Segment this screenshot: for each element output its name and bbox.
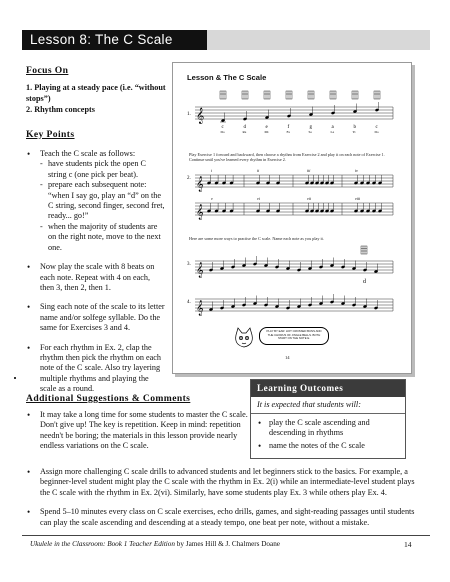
suggestion-item: • Assign more challenging C scale drills to advanced students and let beginners stick to the basics. For example, a beginner-level student might play the C scale with the rhythm in Ex. 2(i) while an intermediate-level student plays the C scale with the rhythm in Ex. 2(vi). Similarly, have some students play Ex. 3 while others play Ex. 4.	[26, 467, 416, 498]
focus-heading-text: Focus On	[26, 65, 69, 76]
left-column	[26, 66, 166, 404]
exercise-3-note	[242, 258, 246, 268]
scale-note	[353, 104, 357, 114]
rhythm-note	[214, 175, 218, 185]
chord-diagram-icon	[308, 91, 314, 99]
exercise-number: 2.	[187, 176, 191, 181]
exercise-3-note	[286, 261, 290, 271]
book-title: Ukulele in the Classroom: Book 1 Teacher Edition	[30, 540, 175, 548]
rhythm-note	[325, 203, 329, 213]
treble-clef-icon: 𝄞	[196, 263, 204, 278]
rhythm-note	[305, 203, 309, 213]
workbook-page-number: 14	[285, 355, 290, 360]
rhythm-label: vi	[257, 196, 260, 201]
rhythm-note	[256, 203, 260, 213]
rhythm-note	[378, 203, 382, 213]
rhythm-note	[229, 175, 233, 185]
exercise-4-note	[297, 299, 301, 309]
rhythm-note	[320, 203, 324, 213]
rhythm-note	[360, 203, 364, 213]
exercise-3-4-notes	[209, 256, 378, 311]
solfege-label: Re	[242, 130, 247, 134]
stray-mark	[14, 377, 16, 379]
rhythm-note	[330, 175, 334, 185]
key-point-intro: Teach the C scale as follows:	[40, 149, 136, 159]
key-point: • Now play the scale with 8 beats on each note. Repeat with 4 on each, then 3, then 2, then 1.	[26, 262, 166, 293]
rhythm-note	[256, 175, 260, 185]
rhythm-label: i	[211, 168, 213, 173]
rhythm-note	[372, 175, 376, 185]
book-authors: by James Hill & J. Chalmers Doane	[175, 540, 281, 548]
scale-note	[309, 107, 313, 117]
key-point	[26, 149, 166, 253]
rhythm-note	[207, 203, 211, 213]
footer-citation	[30, 540, 280, 548]
lesson-banner	[22, 30, 430, 50]
rhythm-note	[276, 203, 280, 213]
focus-heading	[26, 66, 166, 76]
key-points-heading	[26, 130, 166, 140]
chord-diagram-icon	[242, 91, 248, 99]
solfege-label: Ti	[352, 130, 356, 134]
teaching-steps	[40, 159, 166, 253]
exercise-number: 1.	[187, 112, 191, 117]
additional-first	[26, 410, 256, 452]
rhythm-label: viii	[355, 196, 361, 201]
rhythm-note	[315, 203, 319, 213]
note-name-label: c	[221, 125, 224, 130]
rhythm-note	[222, 203, 226, 213]
solfege-label: So	[308, 130, 313, 134]
workbook-instructions-1: Play Exercise 1 forward and backward, then choose a rhythm from Exercise 2 and play it on each note of Exercise 1. Continue until you've learned every rhythm in Exercise 2.	[189, 152, 385, 162]
teaching-step: - prepare each subsequent note: “when I say go, play an “d” on the C string, second finger, second fret, ready... go!”	[40, 180, 166, 222]
exercise-3-note	[352, 261, 356, 271]
scale-note	[221, 113, 225, 123]
workbook-instructions-2: Here are some more ways to practise the C scale. Name each note as you play it.	[189, 236, 324, 241]
treble-clef-icon: 𝄞	[196, 108, 205, 124]
rhythm-note	[276, 175, 280, 185]
exercise-4-note	[209, 302, 213, 312]
note-name-label: g	[309, 125, 312, 130]
solfege-label: Do	[220, 130, 225, 134]
rhythm-note	[354, 203, 358, 213]
chord-diagram-icon	[330, 91, 336, 99]
outcome-item: • play the C scale ascending and descending in rhythms	[257, 418, 399, 438]
exercise-4-note	[231, 299, 235, 309]
rhythm-note	[310, 175, 314, 185]
rhythm-note	[325, 175, 329, 185]
exercise-4-note	[275, 299, 279, 309]
note-name-label: a	[331, 125, 334, 130]
workbook-page-image	[172, 62, 412, 374]
exercise-2-notes	[207, 175, 382, 213]
exercise-4-note	[319, 296, 323, 306]
note-name-label: e	[265, 125, 268, 130]
rhythm-note	[354, 175, 358, 185]
additional-rest	[26, 467, 416, 528]
solfege-label: Fa	[286, 130, 290, 134]
rhythm-note	[266, 203, 270, 213]
chord-diagram-icon	[361, 246, 367, 254]
footer-rule	[22, 535, 430, 536]
note-name-label: f	[287, 125, 290, 130]
additional-heading-text: Additional Suggestions & Comments	[26, 393, 191, 404]
solfege-label: La	[330, 130, 335, 134]
note-name-label: c	[375, 125, 378, 130]
rhythm-note	[222, 175, 226, 185]
lesson-title: Lesson 8: The C Scale	[22, 30, 207, 50]
page-number: 14	[404, 540, 412, 549]
exercise-2-staff	[187, 165, 399, 223]
rhythm-note	[214, 203, 218, 213]
exercise-3-4-staff	[187, 245, 399, 323]
rhythm-label: iv	[355, 168, 358, 173]
focus-item: 2. Rhythm concepts	[26, 105, 95, 115]
rhythm-note	[366, 175, 370, 185]
rhythm-note	[320, 175, 324, 185]
learning-outcomes-heading: Learning Outcomes	[251, 380, 405, 397]
rhythm-note	[360, 175, 364, 185]
rhythm-label: v	[211, 196, 213, 201]
rhythm-label: iii	[307, 168, 311, 173]
treble-clef-icon: 𝄞	[196, 301, 204, 316]
learning-outcomes-box	[250, 379, 406, 459]
treble-clef-icon: 𝄞	[196, 205, 204, 220]
solfege-label: Mi	[264, 130, 269, 134]
rhythm-note	[372, 203, 376, 213]
chord-diagram-icon	[352, 91, 358, 99]
key-point: • Sing each note of the scale to its letter name and/or solfege syllable. Do the same for Exercises 3 and 4.	[26, 302, 166, 333]
suggestion-item: • Spend 5–10 minutes every class on C scale exercises, echo drills, games, and sight-reading passages until students can play the scale ascending and descending at a steady tempo, one beat per note, without a mistake.	[26, 507, 416, 528]
scale-note	[265, 110, 269, 120]
treble-clef-icon: 𝄞	[196, 177, 204, 192]
exercise-number: 3.	[187, 262, 191, 267]
mascot-cat-icon	[231, 325, 257, 351]
rhythm-note	[366, 203, 370, 213]
teaching-step: - have students pick the open C string c (one pick per beat).	[40, 159, 166, 180]
rhythm-label: vii	[307, 196, 311, 201]
exercise-1-staff	[187, 89, 399, 135]
learning-outcomes-list	[251, 414, 405, 452]
key-points-list	[26, 149, 166, 395]
key-points-heading-text: Key Points	[26, 128, 75, 140]
workbook-title: Lesson & The C Scale	[187, 73, 267, 82]
exercise-3-note	[308, 261, 312, 271]
exercise-1-notes	[220, 91, 380, 134]
rhythm-note	[266, 175, 270, 185]
exercise-3-note	[220, 261, 224, 271]
rhythm-label: ii	[257, 168, 260, 173]
rhythm-note	[378, 175, 382, 185]
rhythm-note	[310, 203, 314, 213]
rhythm-note	[330, 203, 334, 213]
suggestion-item: • It may take a long time for some students to master the C scale. Don't give up! The key is repetition. Keep in mind: repetition needn't be boring; the materials in this lesson provide nearly endless variations on the C scale.	[26, 410, 256, 452]
exercise-number: 4.	[187, 300, 191, 305]
teaching-step: - when the majority of students are on the right note, move to the next one.	[40, 222, 166, 253]
chord-diagram-icon	[286, 91, 292, 99]
rhythm-note	[229, 203, 233, 213]
focus-item: 1. Playing at a steady pace (i.e. “without stops”)	[26, 83, 166, 103]
outcome-item: • name the notes of the C scale	[257, 441, 399, 451]
rhythm-note	[207, 175, 211, 185]
key-point: • For each rhythm in Ex. 2, clap the rhythm then pick the rhythm on each note of the C scale. Also try layering multiple rhythms and playing the scale as a round.	[26, 343, 166, 395]
exercise-4-note	[341, 296, 345, 306]
exercise-4-note	[253, 296, 257, 306]
chord-diagram-icon	[374, 91, 380, 99]
solfege-label: Do	[374, 130, 379, 134]
note-name-label: d	[363, 279, 366, 285]
exercise-3-note	[264, 258, 268, 268]
rhythm-note	[305, 175, 309, 185]
exercise-3-note	[374, 264, 378, 274]
chord-diagram-icon	[264, 91, 270, 99]
exercise-3-note	[330, 258, 334, 268]
speech-bubble: PLAY BY EAR: HOT CROSSED BUNS AND THE CHORUS OF JINGLE BELLS. BOTH START ON THE NOTE E.	[259, 327, 329, 345]
note-name-label: d	[243, 125, 246, 130]
rhythm-note	[315, 175, 319, 185]
exercise-4-note	[363, 299, 367, 309]
learning-outcomes-intro: It is expected that students will:	[251, 397, 405, 414]
note-name-label: b	[353, 125, 356, 130]
chord-diagram-icon	[220, 91, 226, 99]
focus-list	[26, 83, 166, 115]
additional-heading	[26, 393, 190, 404]
